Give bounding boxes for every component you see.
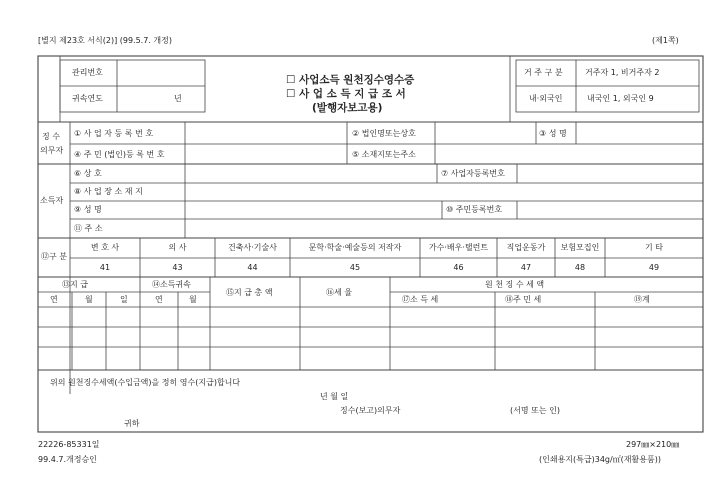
corporate-registration-number-label: ④ 주 민 (법인)등 록 번 호: [74, 150, 165, 159]
nationality-value: 내국인 1, 외국인 9: [587, 94, 654, 103]
category-code: 45: [349, 263, 361, 272]
category-name: 건축사·기술사: [228, 243, 277, 252]
management-number-label: 관리번호: [72, 68, 103, 77]
category-name: 기 타: [645, 243, 663, 252]
title-payment-record: ☐ 사 업 소 득 지 급 조 서: [286, 88, 406, 100]
earner-address-label: ⑪ 주 소: [74, 224, 103, 233]
tax-rate-label: ⑯세 율: [326, 288, 352, 297]
title-subtitle: (발행자보고용): [312, 102, 383, 114]
category-code: 49: [648, 263, 660, 272]
income-period-label: ⑭소득귀속: [152, 280, 191, 289]
addressee-label: 귀하: [124, 419, 140, 428]
pay-month-label: 월: [85, 295, 93, 304]
paper-size: 297㎜×210㎜: [626, 440, 680, 449]
approval-date: 99.4.7.개정승인: [38, 455, 97, 464]
form-code: 22226-85331일: [38, 440, 100, 449]
category-name: 변 호 사: [90, 243, 120, 252]
withholder-section-label-2: 의무자: [40, 146, 64, 155]
withholder-signature-line: 징수(보고)의무자: [340, 406, 401, 415]
withholding-tax-label: 원 천 징 수 세 액: [485, 280, 545, 289]
title-receipt: ☐ 사업소득 원천징수영수증: [286, 74, 415, 86]
total-amount-label: ⑮지 급 총 액: [226, 288, 273, 297]
pay-day-label: 일: [120, 295, 128, 304]
attribution-year-label: 귀속연도: [72, 94, 103, 103]
business-location-label: ⑧ 사 업 장 소 재 지: [74, 187, 143, 196]
receipt-statement: 위의 원천징수세액(수입금액)을 정히 영수(지급)합니다: [50, 378, 241, 387]
category-code: 43: [172, 263, 183, 272]
resident-tax-label: ⑱주 민 세: [505, 295, 542, 304]
representative-name-label: ③ 성 명: [539, 129, 567, 138]
nationality-label: 내·외국인: [529, 94, 563, 103]
income-month-label: 월: [189, 295, 197, 304]
residence-type-label: 거 주 구 분: [524, 68, 563, 77]
date-line: 년 월 일: [320, 392, 349, 401]
income-tax-label: ⑰소 득 세: [402, 295, 439, 304]
year-suffix: 년: [174, 94, 182, 103]
category-code: 48: [574, 263, 586, 272]
paper-spec: (인쇄용지(특급)34g/㎡(재활용품)): [539, 455, 661, 464]
earner-business-number-label: ⑦ 사업자등록번호: [441, 169, 505, 178]
resident-registration-number-label: ⑩ 주민등록번호: [446, 205, 503, 214]
corporation-name-label: ② 법인명또는상호: [352, 129, 416, 138]
earner-trade-name-label: ⑥ 상 호: [74, 169, 102, 178]
category-name: 직업운동가: [506, 243, 546, 252]
address-label: ⑤ 소재지또는주소: [352, 150, 416, 159]
income-year-label: 연: [155, 295, 163, 304]
form-identifier: [별지 제23호 서식(2)] (99.5.7. 개정): [38, 36, 172, 45]
category-code: 44: [247, 263, 258, 272]
category-code: 46: [453, 263, 464, 272]
tax-total-label: ⑲계: [634, 295, 650, 304]
category-name: 가수·배우·탤런트: [428, 243, 489, 252]
payment-date-label: ⑬지 급: [62, 280, 88, 289]
sign-or-seal-label: (서명 또는 인): [510, 406, 560, 415]
category-section-label: ⑫구 분: [41, 252, 67, 261]
earner-name-label: ⑨ 성 명: [74, 205, 102, 214]
category-name: 의 사: [168, 243, 187, 252]
category-code: 47: [520, 263, 532, 272]
residence-type-value: 거주자 1, 비거주자 2: [585, 68, 660, 77]
business-registration-number-label: ① 사 업 자 등 록 번 호: [74, 129, 154, 138]
category-name: 보험모집인: [560, 243, 600, 252]
category-name: 문학·학술·예술등의 저작자: [308, 243, 402, 252]
page-label: (제1쪽): [652, 36, 679, 45]
withholder-section-label-1: 징 수: [42, 132, 60, 141]
category-code: 41: [99, 263, 111, 272]
earner-section-label: 소득자: [40, 196, 64, 205]
pay-year-label: 연: [50, 295, 58, 304]
